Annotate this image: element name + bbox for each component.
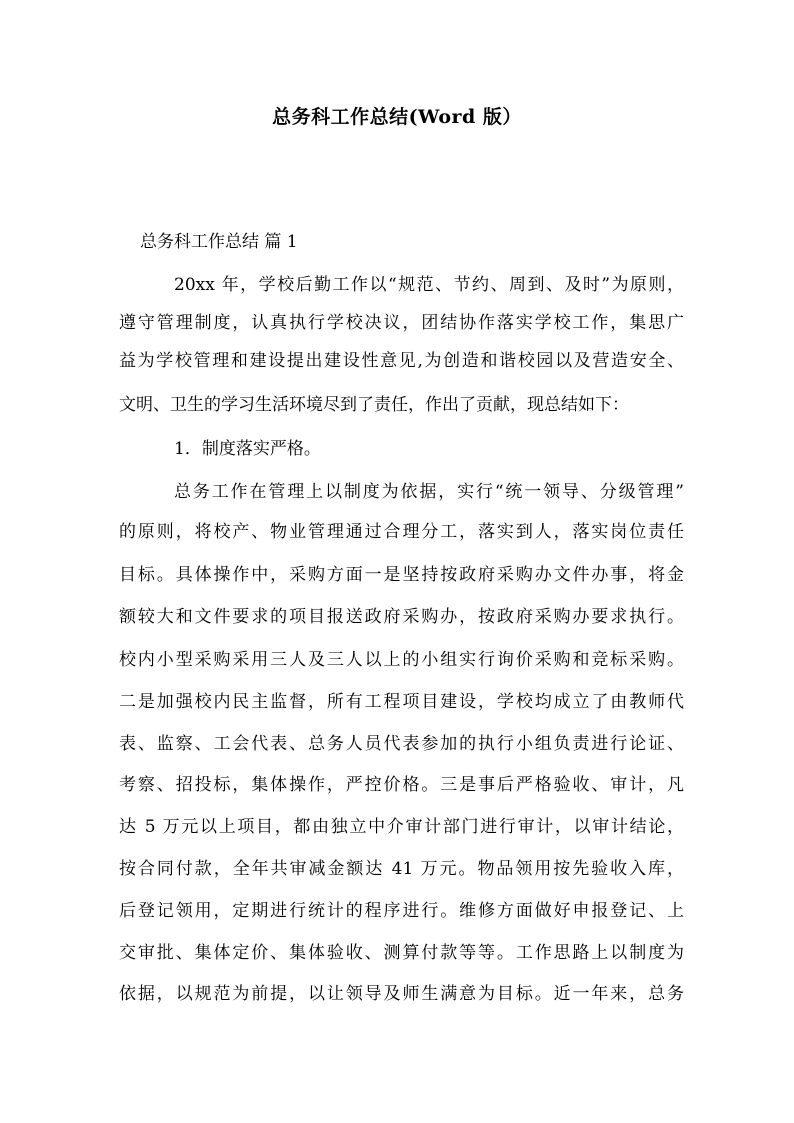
section-heading: 总务科工作总结 篇 1: [140, 232, 298, 252]
paragraph-1-line-4: 文明、卫生的学习生活环境尽到了责任，作出了贡献，现总结如下：: [119, 395, 629, 415]
document-title: 总务科工作总结(Word 版）: [272, 106, 522, 128]
paragraph-1-line-1: 20xx 年，学校后勤工作以“规范、节约、周到、及时”为原则，: [174, 275, 684, 295]
paragraph-2-line-7: 表、监察、工会代表、总务人员代表参加的执行小组负责进行论证、: [119, 734, 684, 754]
paragraph-2-line-10: 按合同付款，全年共审减金额达 41 万元。物品领用按先验收入库，: [119, 859, 684, 879]
paragraph-1-line-2: 遵守管理制度，认真执行学校决议，团结协作落实学校工作，集思广: [119, 313, 684, 333]
paragraph-2-line-9: 达 5 万元以上项目，都由独立中介审计部门进行审计，以审计结论，: [119, 817, 684, 837]
paragraph-2-line-6: 二是加强校内民主监督，所有工程项目建设，学校均成立了由教师代: [119, 692, 684, 712]
paragraph-2-line-12: 交审批、集体定价、集体验收、测算付款等等。工作思路上以制度为: [119, 943, 684, 963]
paragraph-2-line-4: 额较大和文件要求的项目报送政府采购办，按政府采购办要求执行。: [119, 607, 684, 627]
paragraph-2-line-5: 校内小型采购采用三人及三人以上的小组实行询价采购和竞标采购。: [119, 650, 684, 670]
paragraph-2-line-1: 总务工作在管理上以制度为依据，实行“统一领导、分级管理”: [174, 482, 684, 502]
paragraph-2-line-13: 依据，以规范为前提，以让领导及师生满意为目标。近一年来，总务: [119, 984, 684, 1004]
paragraph-1-line-3: 益为学校管理和建设提出建设性意见,为创造和谐校园以及营造安全、: [119, 351, 684, 371]
paragraph-2-line-8: 考察、招投标，集体操作，严控价格。三是事后严格验收、审计，凡: [119, 775, 684, 795]
paragraph-2-line-2: 的原则，将校产、物业管理通过合理分工，落实到人，落实岗位责任: [119, 522, 684, 542]
paragraph-2-line-11: 后登记领用，定期进行统计的程序进行。维修方面做好申报登记、上: [119, 901, 684, 921]
paragraph-2-line-3: 目标。具体操作中，采购方面一是坚持按政府采购办文件办事，将金: [119, 565, 684, 585]
item-1-heading: 1．制度落实严格。: [174, 439, 321, 459]
